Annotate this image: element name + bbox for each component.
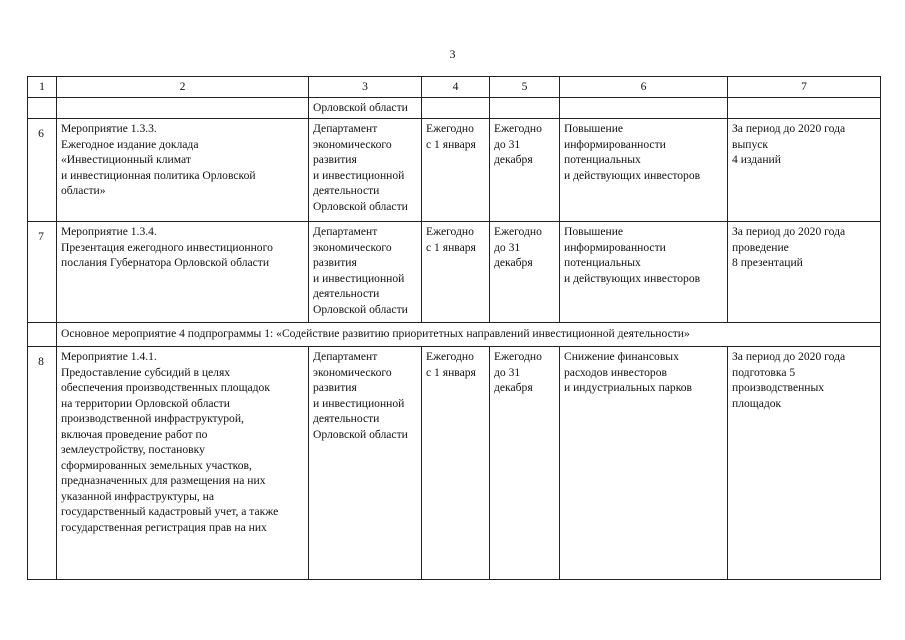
table-row bbox=[28, 347, 881, 580]
header-cell-5: 5 bbox=[490, 77, 560, 98]
continuation-start-cell bbox=[422, 98, 490, 119]
result-cell: Снижение финансовых расходов инвесторов и индустриальных парков bbox=[560, 347, 728, 580]
table-row bbox=[28, 119, 881, 222]
executor-cell: Департамент экономического развития и инвестиционной деятельности Орловской области bbox=[309, 119, 422, 222]
end-date-cell: Ежегодно до 31 декабря bbox=[490, 119, 560, 222]
continuation-event-cell bbox=[57, 98, 309, 119]
header-cell-1: 1 bbox=[28, 77, 57, 98]
page-number: 3 bbox=[449, 47, 456, 61]
row-number: 8 bbox=[28, 347, 57, 580]
continuation-num-cell bbox=[28, 98, 57, 119]
start-date-cell: Ежегодно с 1 января bbox=[422, 222, 490, 323]
header-cell-7: 7 bbox=[728, 77, 881, 98]
header-cell-6: 6 bbox=[560, 77, 728, 98]
row-number: 6 bbox=[28, 119, 57, 222]
subheader-cell: Основное мероприятие 4 подпрограммы 1: «Содействие развитию приоритетных направлений инвестиционной деятельности» bbox=[57, 323, 881, 347]
executor-cell: Департамент экономического развития и инвестиционной деятельности Орловской области bbox=[309, 347, 422, 580]
table-header-row bbox=[28, 77, 881, 98]
result-cell: Повышение информированности потенциальных и действующих инвесторов bbox=[560, 222, 728, 323]
continuation-executor-cell: Орловской области bbox=[309, 98, 422, 119]
continuation-result-cell bbox=[560, 98, 728, 119]
continuation-end-cell bbox=[490, 98, 560, 119]
event-cell: Мероприятие 1.3.4. Презентация ежегодного инвестиционного послания Губернатора Орловской области bbox=[57, 222, 309, 323]
subheader-num-cell bbox=[28, 323, 57, 347]
start-date-cell: Ежегодно с 1 января bbox=[422, 119, 490, 222]
indicator-cell: За период до 2020 года подготовка 5 производственных площадок bbox=[728, 347, 881, 580]
table-row bbox=[28, 222, 881, 323]
measures-table bbox=[27, 76, 881, 580]
header-cell-3: 3 bbox=[309, 77, 422, 98]
continuation-indicator-cell bbox=[728, 98, 881, 119]
result-cell: Повышение информированности потенциальных и действующих инвесторов bbox=[560, 119, 728, 222]
end-date-cell: Ежегодно до 31 декабря bbox=[490, 222, 560, 323]
header-cell-2: 2 bbox=[57, 77, 309, 98]
row-number: 7 bbox=[28, 222, 57, 323]
start-date-cell: Ежегодно с 1 января bbox=[422, 347, 490, 580]
end-date-cell: Ежегодно до 31 декабря bbox=[490, 347, 560, 580]
indicator-cell: За период до 2020 года проведение 8 презентаций bbox=[728, 222, 881, 323]
table-row-continuation bbox=[28, 98, 881, 119]
event-cell: Мероприятие 1.4.1. Предоставление субсидий в целях обеспечения производственных площадок на территории Орловской области производственной инфраструктурой, включая проведение работ по землеустройству, постановку сформированных земельных участков, предназначенных для размещения на них указанной инфраструктуры, на государственный кадастровый учет, а также государственная регистрация прав на них bbox=[57, 347, 309, 580]
indicator-cell: За период до 2020 года выпуск 4 изданий bbox=[728, 119, 881, 222]
event-cell: Мероприятие 1.3.3. Ежегодное издание доклада «Инвестиционный климат и инвестиционная политика Орловской области» bbox=[57, 119, 309, 222]
executor-cell: Департамент экономического развития и инвестиционной деятельности Орловской области bbox=[309, 222, 422, 323]
header-cell-4: 4 bbox=[422, 77, 490, 98]
table-subheader-row bbox=[28, 323, 881, 347]
